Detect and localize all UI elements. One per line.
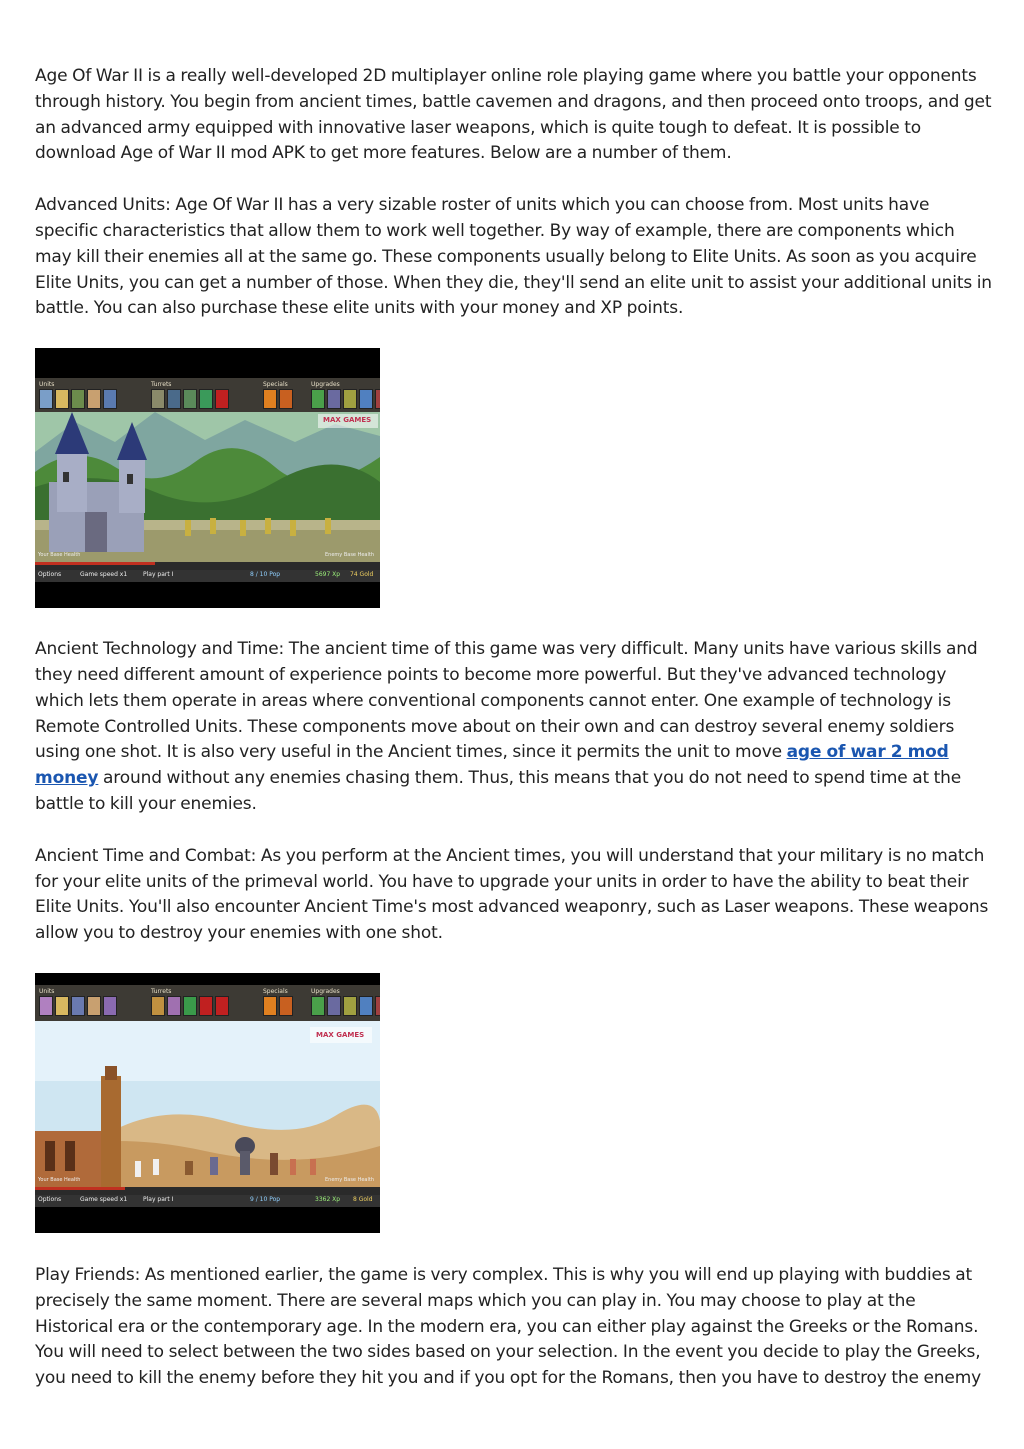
population-readout: 9 / 10 Pop: [250, 1195, 281, 1203]
forest-battle-scene: [35, 412, 380, 562]
tech-text-after: around without any enemies chasing them. Thus, this means that you do not need to spend time at the battle to kill your enemies.: [35, 768, 962, 814]
paragraph-play-friends: Play Friends: As mentioned earlier, the game is very complex. This is why you will end up playing with buddies at precisely the same moment. There are several maps which you can play in. You may choose to play at the Historical era or the contemporary age. In the modern era, you can either play against the Greeks or the Romans. You will need to select between the two sides based on your selection. In the event you decide to play the Greeks, you need to kill the enemy before they hit you and if you opt for the Romans, then you have to destroy the enemy: [35, 1264, 982, 1389]
upgrade-icons: [311, 389, 380, 409]
paragraph-advanced-units: Advanced Units: Age Of War II has a very sizable roster of units which you can choose from. Most units have specific characteristics that allow them to work well together. By way of example, there are components which may kill their enemies all at the same go. These components usually belong to Elite Units. As soon as you acquire Elite Units, you can get a number of those. When they die, they'll send an elite unit to assist your additional units in battle. You can also purchase these elite units with your money and XP points.: [35, 195, 992, 319]
population-readout: 8 / 10 Pop: [250, 571, 281, 579]
unit-icons: [39, 996, 117, 1016]
maxgames-logo: MAX GAMES: [316, 1030, 365, 1039]
xp-readout: 3362 Xp: [315, 1195, 341, 1203]
enemy-health-label: Enemy Base Health: [325, 1176, 375, 1183]
hud-label-upgrades: Upgrades: [311, 381, 340, 389]
hud-label-turrets: Turrets: [151, 381, 172, 389]
game-screenshot-desert: [35, 973, 380, 1233]
special-icons: [263, 996, 293, 1016]
turret-icons: [151, 996, 229, 1016]
play-part-button[interactable]: Play part I: [143, 571, 174, 579]
game-bottom-bar: [35, 1195, 380, 1207]
play-part-button[interactable]: Play part I: [143, 1195, 174, 1203]
xp-readout: 5697 Xp: [315, 571, 341, 579]
maxgames-logo: MAX GAMES: [323, 416, 372, 425]
unit-icons: [39, 389, 117, 409]
hud-label-units: Units: [39, 381, 55, 389]
paragraph-ancient-combat: Ancient Time and Combat: As you perform at the Ancient times, you will understand that your military is no match for your elite units of the primeval world. You have to upgrade your units in order to have the ability to beat their Elite Units. You'll also encounter Ancient Time's most advanced weaponry, such as Laser weapons. These weapons allow you to destroy your enemies with one shot.: [35, 845, 989, 944]
hud-label-specials: Specials: [263, 381, 288, 389]
hud-label-units: Units: [39, 987, 55, 995]
hud-label-turrets: Turrets: [151, 987, 172, 995]
upgrade-icons: [311, 996, 380, 1016]
desert-battle-scene: [35, 1021, 380, 1187]
paragraph-intro: Age Of War II is a really well-developed 2D multiplayer online role playing game where you battle your opponents through history. You begin from ancient times, battle cavemen and dragons, and then proceed onto troops, and get an advanced army equipped with innovative laser weapons, which is quite tough to defeat. It is possible to download Age of War II mod APK to get more features. Below are a number of them.: [35, 66, 992, 164]
base-health-label: Your Base Health: [38, 552, 81, 559]
base-health-label: Your Base Health: [38, 1176, 81, 1183]
options-button[interactable]: Options: [38, 571, 62, 579]
paragraph-ancient-technology: [35, 637, 995, 818]
game-hud: [35, 378, 380, 412]
game-speed-button[interactable]: Game speed x1: [80, 571, 128, 579]
hud-label-specials: Specials: [263, 987, 288, 995]
hud-label-upgrades: Upgrades: [311, 987, 340, 995]
game-speed-button[interactable]: Game speed x1: [80, 1195, 128, 1203]
enemy-health-label: Enemy Base Health: [325, 552, 375, 559]
mod-money-link[interactable]: age of war 2 mod money: [35, 742, 949, 789]
turret-icons: [151, 389, 229, 409]
gold-readout: 8 Gold: [353, 1195, 373, 1203]
options-button[interactable]: Options: [38, 1195, 62, 1203]
tech-text-before: Ancient Technology and Time: The ancient time of this game was very difficult. Many units have various skills and they need different amount of experience points to become more powerful. But they've advanced technology which lets them operate in areas where conventional components cannot enter. One example of technology is Remote Controlled Units. These components move about on their own and can destroy several enemy soldiers using one shot. It is also very useful in the Ancient times, since it permits the unit to move: [35, 639, 978, 763]
gold-readout: 74 Gold: [350, 571, 374, 579]
game-bottom-bar: [35, 570, 380, 582]
special-icons: [263, 389, 293, 409]
game-hud: [35, 985, 380, 1021]
game-screenshot-forest: [35, 348, 380, 608]
article: [35, 64, 995, 1392]
